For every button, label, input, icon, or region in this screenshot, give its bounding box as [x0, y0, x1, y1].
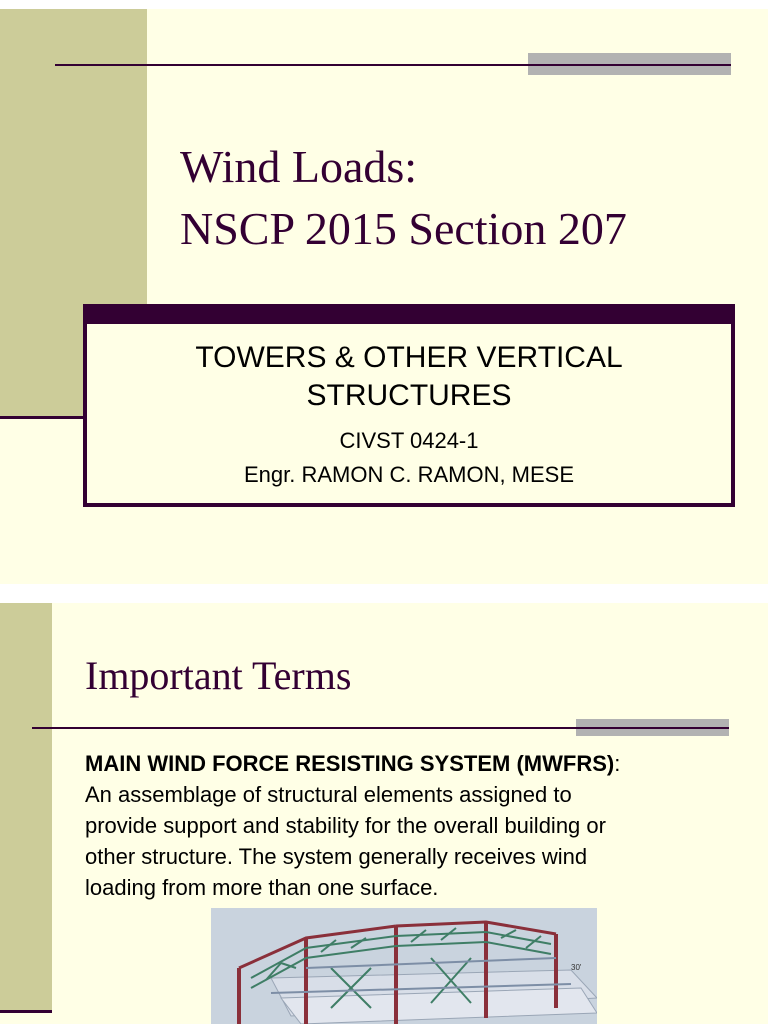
definition-line: loading from more than one surface.: [85, 875, 439, 900]
slide-title-line2: NSCP 2015 Section 207: [180, 203, 627, 254]
term-name: MAIN WIND FORCE RESISTING SYSTEM (MWFRS): [85, 751, 615, 776]
subtitle-line2: STRUCTURES: [306, 379, 512, 412]
term-heading: [85, 748, 620, 779]
slide-title-line1: Wind Loads:: [180, 141, 418, 192]
steel-frame-illustration: [211, 908, 597, 1024]
definition-line: An assemblage of structural elements assigned to: [85, 782, 572, 807]
title-rule-over-bar: [576, 727, 729, 729]
subtitle-box-header-bar: [87, 308, 731, 324]
author-name: Engr. RAMON C. RAMON, MESE: [243, 462, 575, 487]
term-colon: :: [614, 751, 621, 776]
subtitle-box: [83, 304, 735, 507]
definition-line: provide support and stability for the overall building or: [85, 813, 606, 838]
figure-dimension-label: 30': [571, 963, 582, 972]
structure-figure: [211, 908, 597, 1024]
subtitle-line1: TOWERS & OTHER VERTICAL: [195, 341, 623, 374]
definition-line: other structure. The system generally receives wind: [85, 844, 588, 869]
slide-title: Important Terms: [85, 653, 352, 698]
content-slide: [0, 603, 768, 1024]
header-rule-over-bar: [528, 64, 731, 66]
sidebar-divider-line: [0, 1010, 52, 1013]
course-code: CIVST 0424-1: [339, 428, 479, 453]
title-slide: [0, 9, 768, 584]
sidebar-divider-line: [0, 416, 90, 419]
sidebar-accent: [0, 603, 52, 1013]
